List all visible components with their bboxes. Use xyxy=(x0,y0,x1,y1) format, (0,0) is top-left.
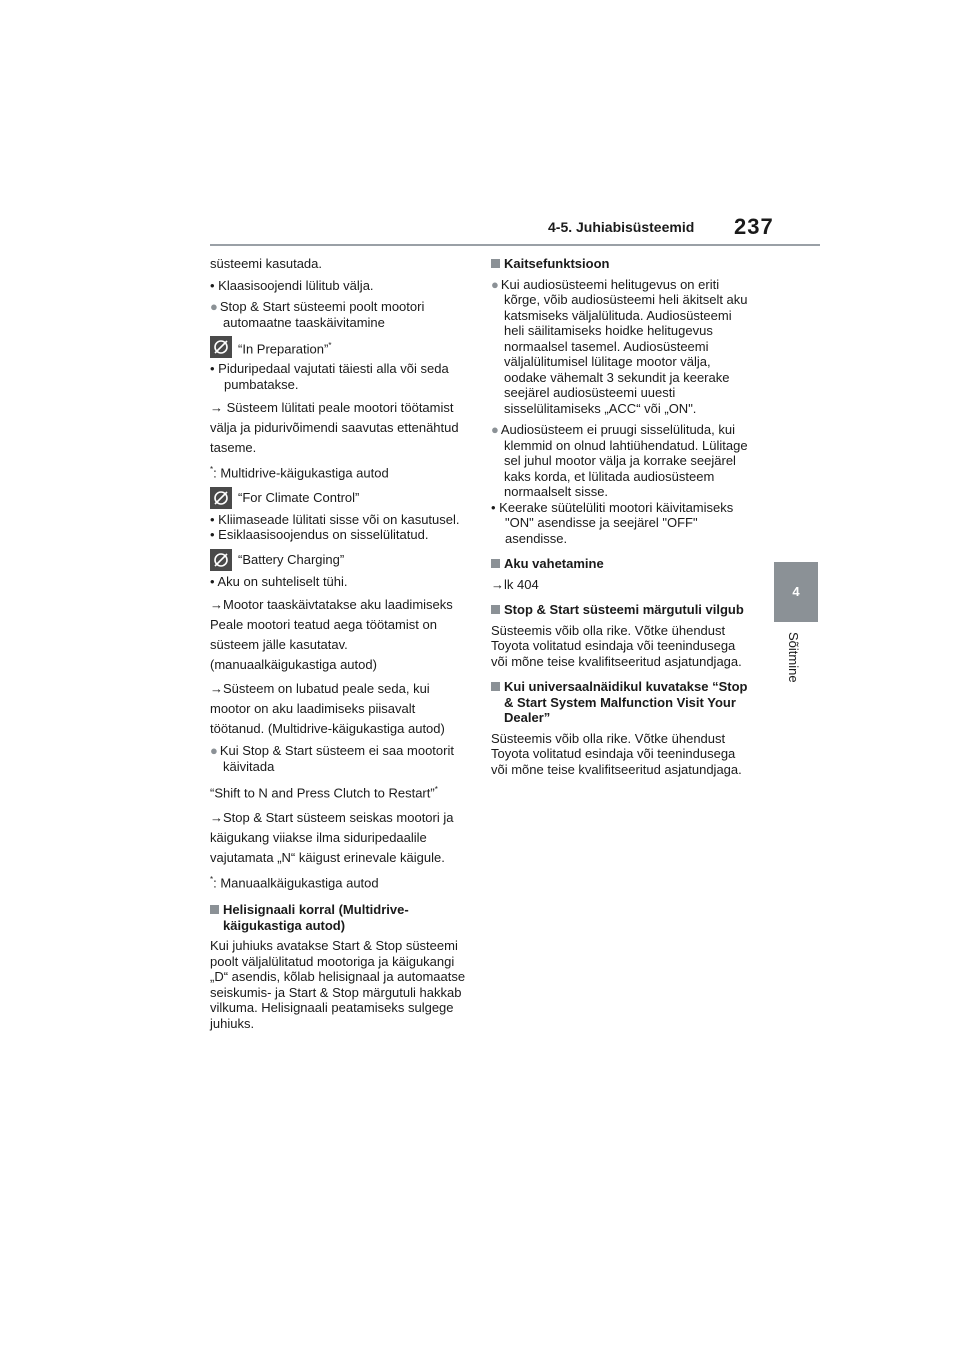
header-divider xyxy=(210,244,820,246)
footnote: *: Multidrive-käigukastiga autod xyxy=(210,465,389,481)
list-item: • Aku on suhteliselt tühi. xyxy=(210,573,348,589)
left-column xyxy=(210,256,468,1037)
list-item: • Kliimaseade lülitati sisse või on kasutusel. xyxy=(210,511,460,527)
list-item: • Klaasisoojendi lülitub välja. xyxy=(210,277,374,293)
stop-start-off-indicator-icon xyxy=(210,549,232,571)
paragraph: “Shift to N and Press Clutch to Restart”* xyxy=(210,785,438,801)
square-bullet-icon xyxy=(210,905,219,914)
paragraph: →Stop & Start süsteem seiskas mootori ja käigukang viiakse ilma siduripedaalile vajutamata „N“ käigust erinevale käigule. xyxy=(210,809,454,865)
footnote: *: Manuaalkäigukastiga autod xyxy=(210,874,379,890)
right-column xyxy=(491,256,749,783)
paragraph: süsteemi kasutada. xyxy=(210,256,323,271)
list-item: • Piduripedaal vajutati täiesti alla või seda pumbatakse. xyxy=(210,361,449,392)
square-bullet-icon xyxy=(491,259,500,268)
indicator-text: “For Climate Control” xyxy=(238,490,360,506)
paragraph: Süsteemis võib olla rike. Võtke ühendust Toyota volitatud esindaja või teenindusega või mõne teise kvalifitseeritud asjatundjaga. xyxy=(491,730,742,777)
paragraph: →Süsteem on lubatud peale seda, kui mootor on aku laadimiseks piisavalt töötanud. (Multidrive-käigukastiga autod) xyxy=(210,681,445,737)
list-item: ● Stop & Start süsteemi poolt mootori automaatne taaskäivitamine xyxy=(210,299,425,330)
square-bullet-icon xyxy=(491,605,500,614)
indicator-line xyxy=(210,549,468,571)
stop-start-off-indicator-icon xyxy=(210,336,232,358)
paragraph: → Süsteem lülitati peale mootori töötamist välja ja pidurivõimendi saavutas ettenähtud taseme. xyxy=(210,400,459,455)
header-section-title: 4-5. Juhiabisüsteemid xyxy=(548,219,695,235)
bullet-dot-icon: ● xyxy=(210,743,218,759)
bullet-dot-icon: ● xyxy=(210,299,218,314)
section-heading: Stop & Start süsteemi märgutuli vilgub xyxy=(491,602,749,618)
paragraph: →Mootor taaskäivtatakse aku laadimiseks Peale mootori teatud aega töötamist on süsteem jälle kasutatav. (manuaalkäigukastiga autod) xyxy=(210,597,453,673)
list-item: ● Kui Stop & Start süsteem ei saa mootorit käivitada xyxy=(210,743,454,774)
list-item: ● Kui audiosüsteemi helitugevus on eriti kõrge, võib audiosüsteemi heli äkitselt aku katsmiseks väljalülituda. Audiosüsteemi heli säilitamiseks hoidke helitugevus normaalsel tasemel. Audiosüsteemi väljalülitumisel lülitage mootor välja, oodake vähemalt 3 sekundit ja keerake seejärel audiosüsteemi uuesti sisselülitamiseks „ACC“ või „ON". xyxy=(491,276,748,416)
indicator-line xyxy=(210,336,468,358)
list-item: • Keerake süütelüliti mootori käivitamiseks "ON" asendisse ja seejärel "OFF" asendisse. xyxy=(491,499,734,546)
bullet-dot-icon: ● xyxy=(491,422,499,437)
square-bullet-icon xyxy=(491,682,500,691)
bullet-dot-icon: ● xyxy=(491,276,499,292)
list-item: • Esiklaasisoojendus on sisselülitatud. xyxy=(210,527,429,543)
section-heading: Helisignaali korral (Multidrive-käigukastiga autod) xyxy=(210,902,468,933)
indicator-line xyxy=(210,487,468,509)
list-item: ● Audiosüsteem ei pruugi sisselülituda, kui klemmid on olnud lahtiühendatud. Lülitage sel juhul mootor välja ja korrake seejärel kaks korda, et lülitada audiosüsteem normaalselt sisse. xyxy=(491,422,748,499)
page-number: 237 xyxy=(734,214,774,239)
cross-reference: →lk 404 xyxy=(491,576,539,592)
stop-start-off-indicator-icon xyxy=(210,487,232,509)
section-heading: Kaitsefunktsioon xyxy=(491,256,749,272)
paragraph: Süsteemis võib olla rike. Võtke ühendust Toyota volitatud esindaja või teenindusega või mõne teise kvalifitseeritud asjatundjaga. xyxy=(491,622,742,669)
chapter-tab: 4 xyxy=(774,562,818,622)
chapter-label: Sõitmine xyxy=(786,632,801,683)
section-heading: Aku vahetamine xyxy=(491,556,749,572)
indicator-text: “Battery Charging” xyxy=(238,552,345,568)
square-bullet-icon xyxy=(491,559,500,568)
indicator-text: “In Preparation”* xyxy=(238,340,332,356)
section-heading: Kui universaalnäidikul kuvatakse “Stop & Start System Malfunction Visit Your Dealer” xyxy=(491,679,749,726)
paragraph: Kui juhiuks avatakse Start & Stop süsteemi poolt väljalülitatud mootoriga ja käigukangi „D“ asendis, kõlab helisignaal ja automaatse seiskumis- ja Start & Stop märgutuli hakkab vilkuma. Helisignaali peatamiseks sulgege juhiuks. xyxy=(210,938,466,1031)
